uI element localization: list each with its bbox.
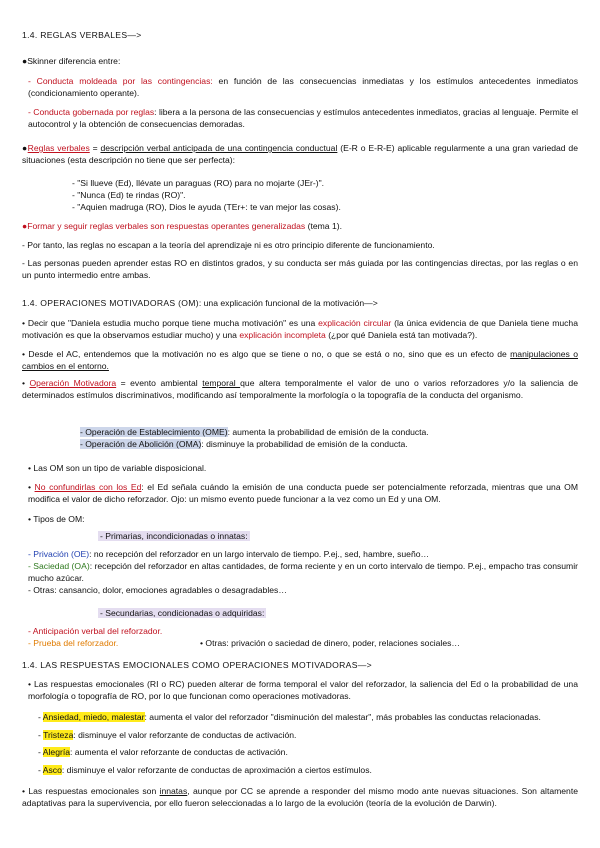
daniela-paragraph: • Decir que "Daniela estudia mucho porque tiene mucha motivación" es una explicación circular (la única evidencia de que Daniela tiene mucha motivación es que la observamos estudiar mucho) y una explicación incompleta (¿por qué Daniela está tan motivada?). xyxy=(22,318,578,340)
no-confundir-term: No confundirlas con los Ed xyxy=(34,482,142,492)
ome-line: - Operación de Establecimiento (OME): aumenta la probabilidad de emisión de la conducta. xyxy=(80,427,429,437)
reglas-verbales-term: Reglas verbales xyxy=(27,143,90,153)
skinner-line: ●Skinner diferencia entre: xyxy=(22,56,121,66)
conducta-moldeada-item: - Conducta moldeada por las contingencias: en función de las consecuencias inmediatas y los estímulos antecedentes inmediatos (condicionamiento operante). xyxy=(28,76,578,98)
tristeza-term: Tristeza xyxy=(43,730,74,740)
operacion-motivadora-definition: • Operación Motivadora = evento ambiental temporal que altera temporalmente el valor de uno o varios reforzadores y/o la saliencia de determinados estímulos discriminativos, modificando así temporalmente la morfología o la topografía de la conducta del organismo. xyxy=(22,378,578,400)
tipos-om-line: • Tipos de OM: xyxy=(28,514,85,524)
secundarias-heading: - Secundarias, condicionadas o adquiridas: xyxy=(100,608,265,618)
ome-term: - Operación de Establecimiento (OME) xyxy=(80,427,228,437)
por-tanto-line: - Por tanto, las reglas no escapan a la teoría del aprendizaje ni es otro principio diferente de funcionamiento. xyxy=(22,240,435,250)
operacion-motivadora-term: Operación Motivadora xyxy=(29,378,117,388)
oma-line: - Operación de Abolición (OMA): disminuye la probabilidad de emisión de la conducta. xyxy=(80,439,408,449)
prueba-reforzador-line: - Prueba del reforzador. xyxy=(28,638,119,648)
privacion-line: - Privación (OE): no recepción del reforzador en un largo intervalo de tiempo. P.ej., sed, hambre, sueño… xyxy=(28,549,430,559)
asco-line: - Asco: disminuye el valor reforzante de conductas de aproximación a ciertos estímulos. xyxy=(38,765,372,775)
variable-disposicional-line: • Las OM son un tipo de variable disposicional. xyxy=(28,463,207,473)
asco-term: Asco xyxy=(42,765,62,775)
oma-term: - Operación de Abolición (OMA) xyxy=(80,439,202,449)
section-title-operaciones-motivadoras: 1.4. OPERACIONES MOTIVADORAS (OM): una explicación funcional de la motivación—> xyxy=(22,298,378,308)
example-madruga: - "Aquien madruga (RO), Dios le ayuda (TEr+: te van mejor las cosas). xyxy=(72,202,341,212)
alegria-line: - Alegría: aumenta el valor reforzante de conductas de activación. xyxy=(38,747,288,757)
ansiedad-term: Ansiedad, miedo, malestar xyxy=(42,712,145,722)
respuestas-emocionales-intro: • Las respuestas emocionales (RI o RC) pueden alterar de forma temporal el valor del reforzador, la saliencia del Ed o la probabilidad de una morfología o topografía de RO, por lo que funcionan como operaciones motivadoras. xyxy=(28,679,578,701)
primarias-heading: - Primarias, incondicionadas o innatas: xyxy=(100,531,248,541)
saciedad-term: - Saciedad (OA) xyxy=(28,561,90,571)
example-nunca: - "Nunca (Ed) te rindas (RO)". xyxy=(72,190,186,200)
saciedad-line: - Saciedad (OA): recepción del reforzador en altas cantidades, de forma reciente y en un corto intervalo de tiempo. P.ej., empacho tras consumir mucho azúcar. xyxy=(28,561,578,583)
conducta-moldeada-term: Conducta moldeada por las contingencias: xyxy=(36,76,213,86)
formar-seguir-line: ●Formar y seguir reglas verbales son respuestas operantes generalizadas (tema 1). xyxy=(22,221,342,231)
no-confundir-paragraph: • No confundirlas con los Ed: el Ed señala cuándo la emisión de una conducta puede ser potencialmente reforzada, mientras que una OM modifica el valor de dicho reforzador. Ojo: un mismo evento puede funcionar a la vez como un Ed y una OM. xyxy=(28,482,578,504)
explicacion-incompleta-term: explicación incompleta xyxy=(239,329,326,340)
section-title-respuestas-emocionales: 1.4. LAS RESPUESTAS EMOCIONALES COMO OPERACIONES MOTIVADORAS—> xyxy=(22,660,372,670)
reglas-verbales-definition: ●Reglas verbales = descripción verbal anticipada de una contingencia conductual (E-R o E-R-E) aplicable regularmente a una gran variedad de situaciones (esta descripción no tiene que ser perfecta): xyxy=(22,143,578,165)
otras-primarias-line: - Otras: cansancio, dolor, emociones agradables o desagradables… xyxy=(28,585,287,595)
innatas-paragraph: • Las respuestas emocionales son innatas, aunque por CC se aprende a responder del mismo modo ante nuevas situaciones. Son altamente adaptativas para la supervivencia, por ello fueron seleccionadas a lo largo de la evolución (teoría de la evolución de Darwin). xyxy=(22,786,578,808)
alegria-term: Alegría xyxy=(42,747,71,757)
privacion-term: - Privación (OE) xyxy=(28,549,90,559)
ansiedad-line: - Ansiedad, miedo, malestar: aumenta el valor del reforzador "disminución del malestar", más probables las conductas relacionadas. xyxy=(38,712,541,722)
conducta-gobernada-item: - Conducta gobernada por reglas: libera a la persona de las consecuencias y estímulos antecedentes inmediatos, gracias al lenguaje. Permite el autocontrol y la obtención de consecuencias demoradas. xyxy=(28,107,579,129)
explicacion-circular-term: explicación circular xyxy=(318,318,392,328)
otras-secundarias-line: • Otras: privación o saciedad de dinero, poder, relaciones sociales… xyxy=(200,638,461,648)
tristeza-line: - Tristeza: disminuye el valor reforzante de conductas de activación. xyxy=(38,730,297,740)
formar-seguir-term: Formar y seguir reglas verbales son respuestas operantes generalizadas xyxy=(27,221,306,231)
personas-line: - Las personas pueden aprender estas RO en distintos grados, y su conducta ser más guiada por las contingencias directas, por las reglas o en un punto intermedio entre ambas. xyxy=(22,258,578,280)
section-title-reglas-verbales: 1.4. REGLAS VERBALES—> xyxy=(22,30,142,40)
desde-ac-paragraph: • Desde el AC, entendemos que la motivación no es algo que se tiene o no, o que se está o no, sino que es un efecto de manipulaciones o cambios en el entorno. xyxy=(22,349,578,371)
example-paraguas: - "Si llueve (Ed), llévate un paraguas (RO) para no mojarte (JEr-)". xyxy=(72,178,325,188)
anticipacion-verbal-line: - Anticipación verbal del reforzador. xyxy=(28,626,163,636)
conducta-gobernada-term: Conducta gobernada por reglas xyxy=(33,107,155,117)
